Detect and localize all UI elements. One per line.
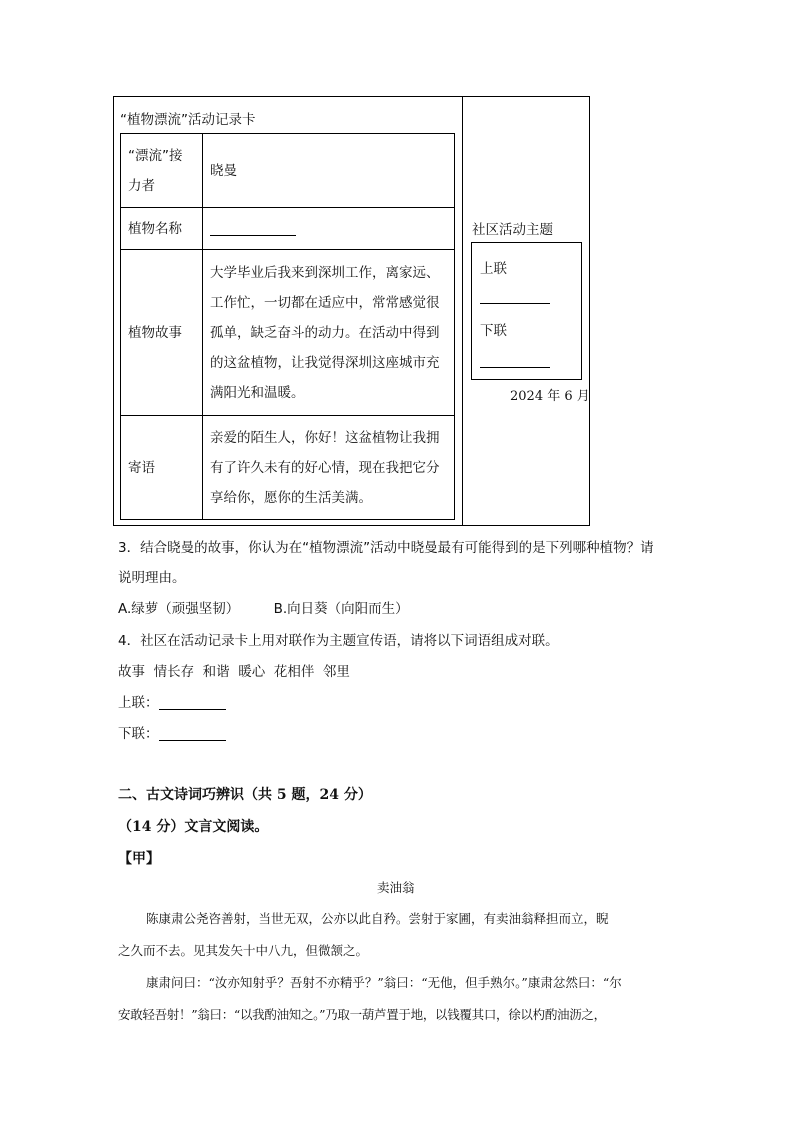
message-line: 亲爱的陌生人，你好！这盆植物让我拥: [210, 429, 440, 446]
upper-couplet-blank[interactable]: [480, 303, 550, 304]
question-3-line: 3．结合晓曼的故事，你认为在“植物漂流”活动中晓曼最有可能得到的是下列哪种植物？请: [118, 540, 654, 556]
table-row: [121, 208, 455, 250]
passage-line: 陈康肃公尧咨善射，当世无双，公亦以此自矜。尝射于家圃，有卖油翁释担而立，睨: [146, 911, 609, 926]
table-row: [121, 250, 455, 416]
story-line: 工作忙，一切都在适应中，常常感觉很: [210, 294, 440, 311]
lower-couplet-blank[interactable]: [480, 367, 550, 368]
relay-value: 晓曼: [203, 134, 455, 208]
passage-line: 之久而不去。见其发矢十中八九，但微颔之。: [118, 943, 369, 958]
question-3-options: A.绿萝（顽强坚韧） B.向日葵（向阳而生）: [118, 601, 409, 617]
lower-answer-blank[interactable]: [159, 728, 226, 741]
relay-key-line: “漂流”接: [128, 147, 183, 164]
lower-answer-label: 下联：: [118, 726, 159, 742]
plant-story-key: 植物故事: [121, 250, 203, 416]
passage-line: 安敢轻吾射！”翁曰：“以我酌油知之。”乃取一葫芦置于地，以钱覆其口，徐以杓酌油沥之，: [118, 1007, 606, 1022]
lower-couplet-label: 下联: [480, 323, 507, 339]
plant-story-text: [203, 250, 455, 416]
table-row: [121, 416, 455, 520]
message-line: 享给你，愿你的生活美满。: [210, 489, 372, 506]
passage-line: 康肃问曰：“汝亦知射乎？吾射不亦精乎？”翁曰：“无他，但手熟尔。”康肃忿然曰：“尔: [146, 975, 622, 990]
passage-jia-label: 【甲】: [118, 851, 160, 867]
message-text: [203, 416, 455, 520]
theme-label: 社区活动主题: [472, 222, 553, 238]
question-4-words: 故事 情长存 和谐 暖心 花相伴 邻里: [118, 664, 350, 680]
question-4: 4．社区在活动记录卡上用对联作为主题宣传语，请将以下词语组成对联。: [118, 633, 559, 649]
section-subheading: （14 分）文言文阅读。: [118, 819, 269, 835]
upper-answer-blank[interactable]: [159, 697, 226, 710]
couplet-box: [471, 242, 582, 380]
upper-answer-row: [118, 691, 226, 711]
plant-name-key: 植物名称: [121, 208, 203, 250]
card-divider: [462, 96, 463, 526]
story-line: 的这盆植物，让我觉得深圳这座城市充: [210, 354, 440, 371]
relay-key: [121, 134, 203, 208]
story-line: 大学毕业后我来到深圳工作，离家远、: [210, 264, 440, 281]
table-row: [121, 134, 455, 208]
card-date: 2024 年 6 月: [510, 389, 590, 404]
story-line: 孤单，缺乏奋斗的动力。在活动中得到: [210, 324, 440, 341]
question-3-line: 说明理由。: [118, 570, 186, 586]
lower-answer-row: [118, 722, 226, 742]
message-key: 寄语: [121, 416, 203, 520]
section-heading: 二、古文诗词巧辨识（共 5 题，24 分）: [118, 787, 372, 803]
relay-key-line: 力者: [128, 177, 155, 194]
plant-name-blank[interactable]: [203, 208, 455, 250]
passage-title: 卖油翁: [377, 880, 415, 895]
story-line: 满阳光和温暖。: [210, 384, 305, 401]
record-table: [120, 133, 455, 520]
card-title: “植物漂流”活动记录卡: [120, 112, 256, 128]
upper-couplet-label: 上联: [480, 261, 507, 277]
message-line: 有了许久未有的好心情，现在我把它分: [210, 459, 440, 476]
upper-answer-label: 上联：: [118, 695, 159, 711]
